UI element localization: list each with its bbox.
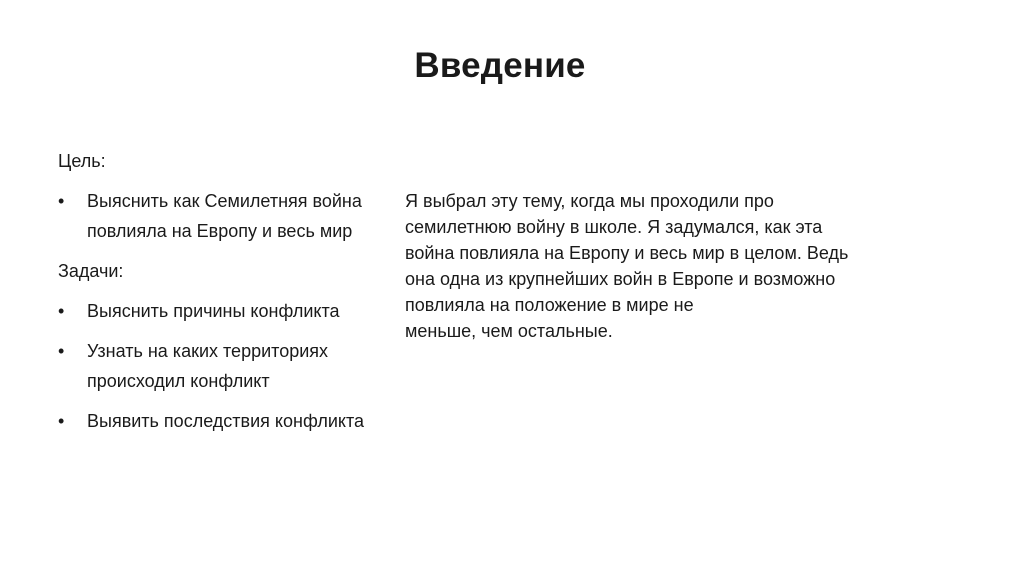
bullet-icon: • [58,411,65,431]
task-list-item [58,406,398,436]
task-item-text: Выяснить причины конфликта [87,301,340,321]
topic-rationale-paragraph [405,188,965,344]
paragraph-line: семилетнюю войну в школе. Я задумался, как эта [405,217,823,237]
task-list [58,296,398,436]
paragraph-line: Я выбрал эту тему, когда мы проходили про [405,191,774,211]
goal-item-text: Выяснить как Семилетняя война повлияла на Европу и весь мир [87,191,362,241]
goal-label: Цель: [58,151,106,171]
bullet-icon: • [58,191,65,211]
paragraph-line: война повлияла на Европу и весь мир в целом. Ведь [405,243,849,263]
tasks-label: Задачи: [58,261,124,281]
task-item-text: Узнать на каких территориях происходил конфликт [87,341,329,391]
goals-tasks-column [58,146,398,446]
bullet-icon: • [58,301,65,321]
task-item-text: Выявить последствия конфликта [87,411,365,431]
goal-list-item [58,186,398,246]
bullet-icon: • [58,341,65,361]
paragraph-line: повлияла на положение в мире не [405,295,694,315]
task-list-item [58,336,398,396]
goal-list [58,186,398,246]
paragraph-line: она одна из крупнейших войн в Европе и возможно [405,269,836,289]
task-list-item [58,296,398,326]
slide-title: Введение [414,46,586,85]
paragraph-line: меньше, чем остальные. [405,321,613,341]
